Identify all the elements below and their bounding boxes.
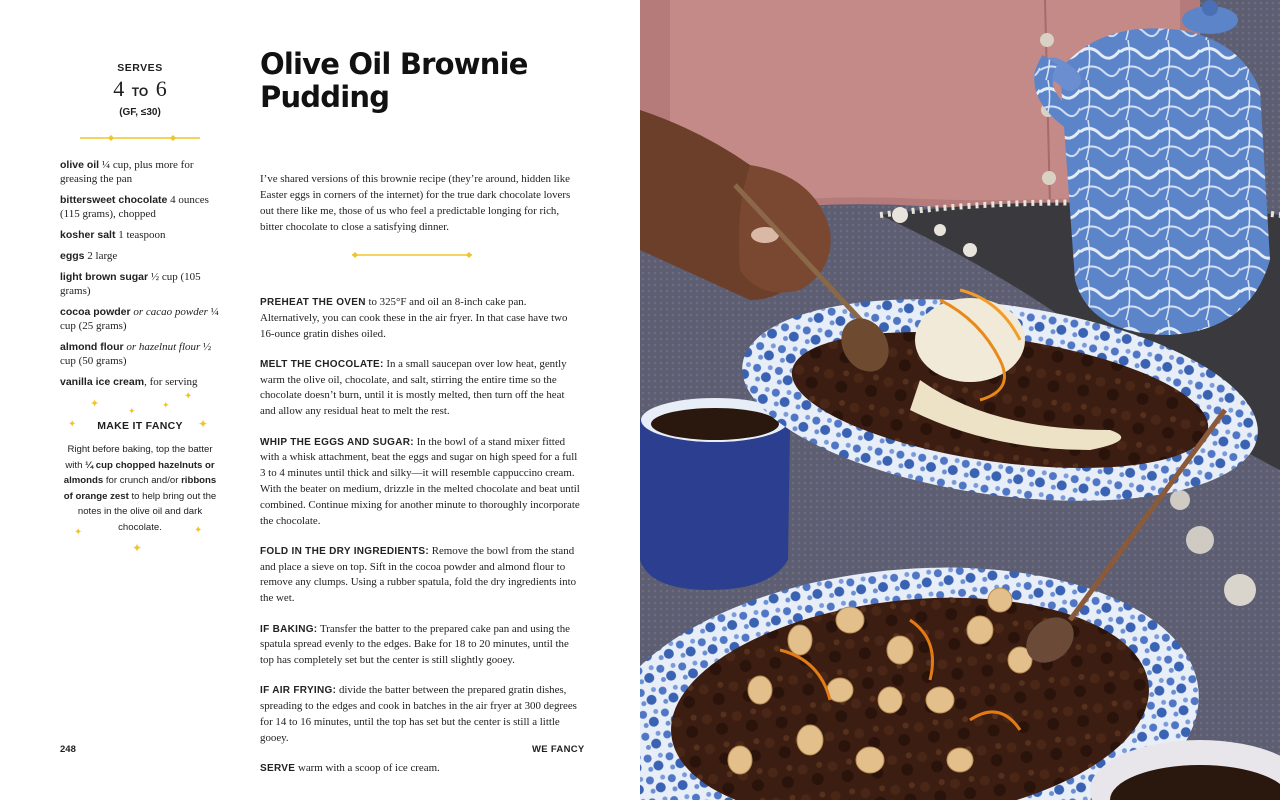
- sparkle-icon: ✦: [198, 417, 209, 431]
- running-head: WE FANCY: [532, 744, 585, 755]
- sparkle-icon: ✦: [184, 391, 193, 402]
- diet-tags: (GF, ≤30): [119, 107, 161, 118]
- serves-count: [60, 76, 220, 105]
- sparkle-icon: ✦: [90, 397, 100, 410]
- sparkle-icon: ✦: [68, 419, 77, 430]
- page-number: 248: [60, 744, 76, 755]
- serves-block: [60, 62, 220, 118]
- recipe-title: Olive Oil Brownie Pudding: [260, 47, 528, 114]
- recipe-steps: [260, 295, 582, 777]
- ingredient-item: cocoa powder or cacao powder ¼ cup (25 grams): [60, 306, 219, 332]
- sparkle-icon: ✦: [128, 407, 136, 417]
- recipe-main: [260, 48, 582, 777]
- intro-divider: [350, 251, 474, 259]
- serves-to: 6: [155, 76, 167, 101]
- ingredient-item: bittersweet chocolate 4 ounces (115 grams), chopped: [60, 194, 209, 220]
- recipe-step: IF AIR FRYING: divide the batter between the prepared gratin dishes, spreading to the edges and cook in batches in the air fryer at 300 degrees for 14 to 16 minutes, until the top has set but the center is still a little gooey.: [260, 684, 577, 744]
- serves-label: SERVES: [117, 62, 163, 74]
- recipe-sidebar: [60, 62, 220, 586]
- ingredient-item: light brown sugar ½ cup (105 grams): [60, 271, 201, 297]
- sparkle-icon: ✦: [162, 401, 170, 411]
- recipe-step: SERVE warm with a scoop of ice cream.: [260, 762, 440, 775]
- recipe-step: FOLD IN THE DRY INGREDIENTS: Remove the bowl from the stand and place a sieve on top. Sift in the cocoa powder and almond flour to remove any clumps. Using a rubber spatula, fold the dry ingredients into the wet.: [260, 544, 577, 605]
- sidebar-divider: [78, 134, 202, 142]
- fancy-text: Right before baking, top the batter with ¼ cup chopped hazelnuts or almonds for crunch and/or ribbons of orange zest to help bring out the notes in the olive oil and dark chocolate.: [63, 444, 217, 533]
- recipe-step: PREHEAT THE OVEN to 325°F and oil an 8-inch cake pan. Alternatively, you can cook these in the air fryer. In that case have two 16-ounce gratin dishes oiled.: [260, 296, 568, 340]
- make-it-fancy-box: [60, 391, 220, 586]
- serves-from: 4: [113, 76, 125, 101]
- food-photo: [640, 0, 1280, 800]
- ingredient-item: eggs 2 large: [60, 250, 118, 262]
- sparkle-icon: ✦: [132, 541, 143, 555]
- recipe-step: MELT THE CHOCOLATE: In a small saucepan over low heat, gently warm the olive oil, chocolate, and salt, stirring the entire time so the chocolate doesn’t burn, until it is mostly melted, then turn off the heat and allow any residual heat to melt the rest.: [260, 357, 567, 418]
- food-photo-illustration: [640, 0, 1280, 800]
- sparkle-icon: ✦: [74, 527, 83, 538]
- ingredient-item: vanilla ice cream, for serving: [60, 376, 198, 388]
- recipe-step: WHIP THE EGGS AND SUGAR: In the bowl of a stand mixer fitted with a whisk attachment, beat the eggs and sugar on high speed for a full 3 to 4 minutes until thick and silky—it will resemble cappuccino cream. With the beater on medium, drizzle in the melted chocolate and beat until combined. Continue mixing for another minute to thoroughly incorporate the chocolate.: [260, 435, 580, 527]
- ingredient-item: kosher salt 1 teaspoon: [60, 229, 166, 241]
- serves-to-word: TO: [131, 85, 149, 99]
- recipe-step: IF BAKING: Transfer the batter to the prepared cake pan and using the spatula spread evenly to the edges. Bake for 18 to 20 minutes, until the top has completely set but the center is still slightly gooey.: [260, 622, 570, 667]
- sparkle-icon: ✦: [194, 525, 203, 536]
- fancy-title: MAKE IT FANCY: [97, 420, 183, 432]
- ingredient-item: olive oil ¼ cup, plus more for greasing the pan: [60, 159, 194, 185]
- recipe-intro: I’ve shared versions of this brownie recipe (they’re around, hidden like Easter eggs in corners of the internet) for the true dark chocolate lovers out there like me, those of us who feel a predictable longing for rich, bitter chocolate to close a satisfying dinner.: [260, 173, 571, 233]
- ingredient-item: almond flour or hazelnut flour ½ cup (50 grams): [60, 341, 212, 367]
- ingredient-list: [60, 158, 220, 389]
